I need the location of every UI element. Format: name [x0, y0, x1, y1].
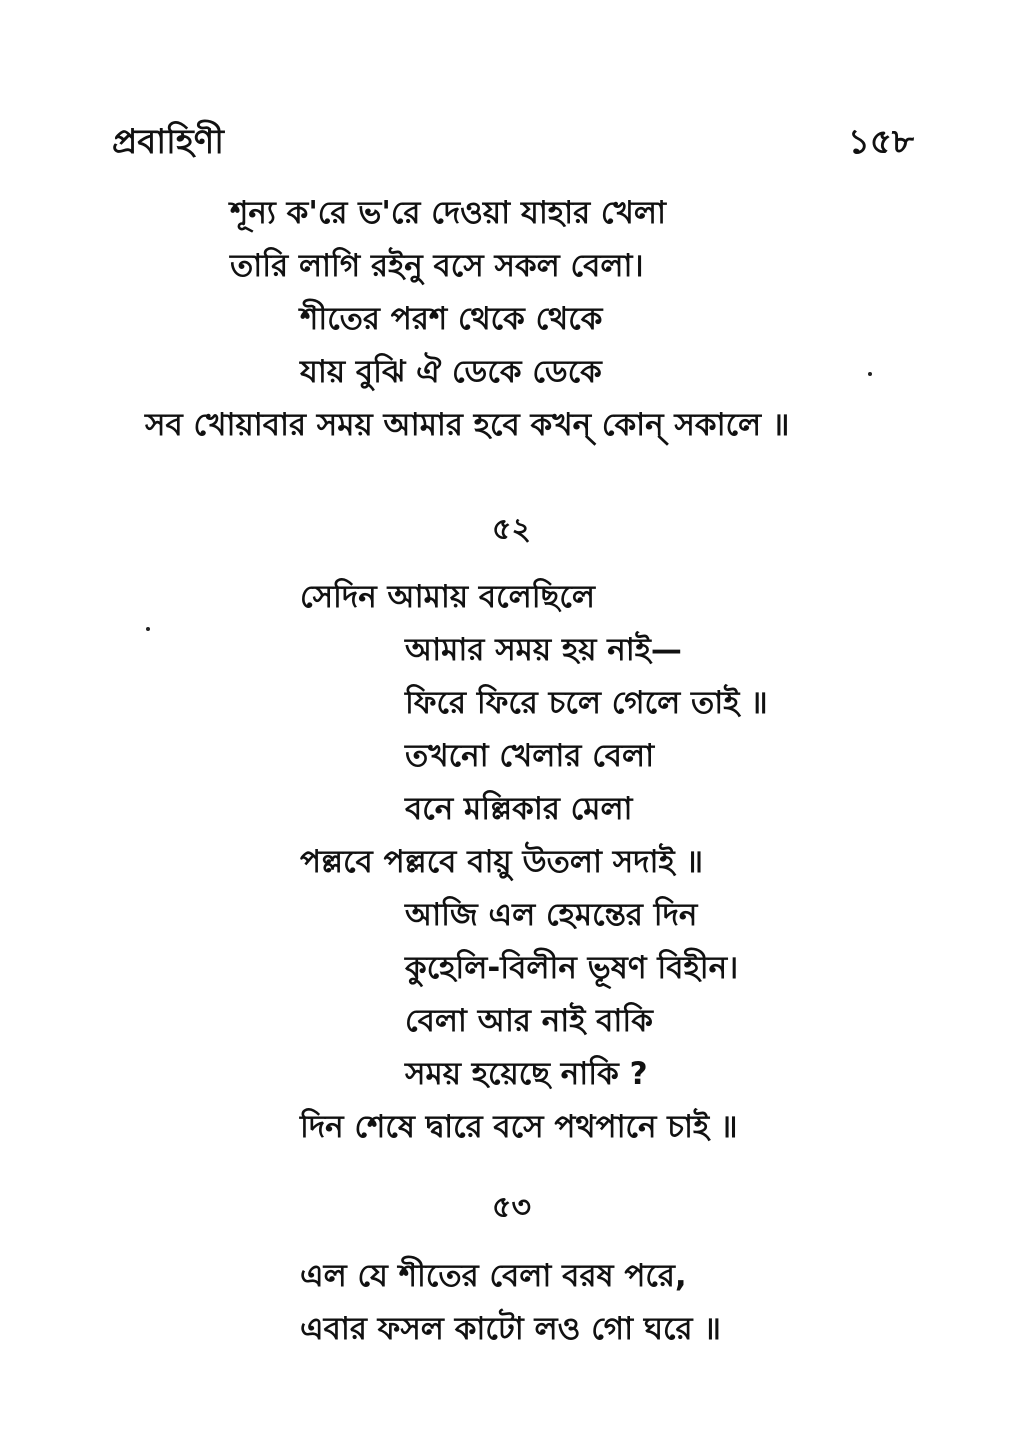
poem-line: পল্লবে পল্লবে বায়ু উতলা সদাই ॥ — [300, 844, 703, 880]
poem-line: বনে মল্লিকার মেলা — [405, 791, 633, 827]
poem-line: ফিরে ফিরে চলে গেলে তাই ॥ — [405, 685, 768, 721]
poem-line: এবার ফসল কাটো লও গো ঘরে ॥ — [300, 1311, 721, 1347]
poem-line: আমার সময় হয় নাই— — [405, 632, 682, 668]
scan-speck — [868, 372, 872, 376]
poem-line: এল যে শীতের বেলা বরষ পরে, — [300, 1258, 687, 1294]
poem-line: দিন শেষে দ্বারে বসে পথপানে চাই ॥ — [300, 1109, 738, 1145]
scan-speck — [146, 627, 150, 631]
poem-line: কুহেলি-বিলীন ভূষণ বিহীন। — [405, 950, 739, 986]
poem-line: তারি লাগি রইনু বসে সকল বেলা। — [230, 248, 644, 284]
book-title: প্রবাহিণী — [112, 122, 225, 162]
song-number: ৫২ — [492, 512, 531, 547]
song-number: ৫৩ — [492, 1190, 531, 1225]
poem-line: সব খোয়াবার সময় আমার হবে কখন্ কোন্ সকালে ॥ — [145, 407, 790, 443]
poem-line: সময় হয়েছে নাকি ? — [405, 1056, 648, 1092]
poem-line: আজি এল হেমন্তের দিন — [405, 897, 698, 933]
poem-line: তখনো খেলার বেলা — [405, 738, 655, 774]
poem-line: যায় বুঝি ঐ ডেকে ডেকে — [300, 354, 602, 390]
poem-line: শীতের পরশ থেকে থেকে — [300, 301, 603, 337]
poem-line: সেদিন আমায় বলেছিলে — [300, 579, 595, 615]
page-number: ১৫৮ — [847, 122, 914, 162]
poem-line: বেলা আর নাই বাকি — [405, 1003, 653, 1039]
poem-line: শূন্য ক'রে ভ'রে দেওয়া যাহার খেলা — [230, 195, 666, 231]
